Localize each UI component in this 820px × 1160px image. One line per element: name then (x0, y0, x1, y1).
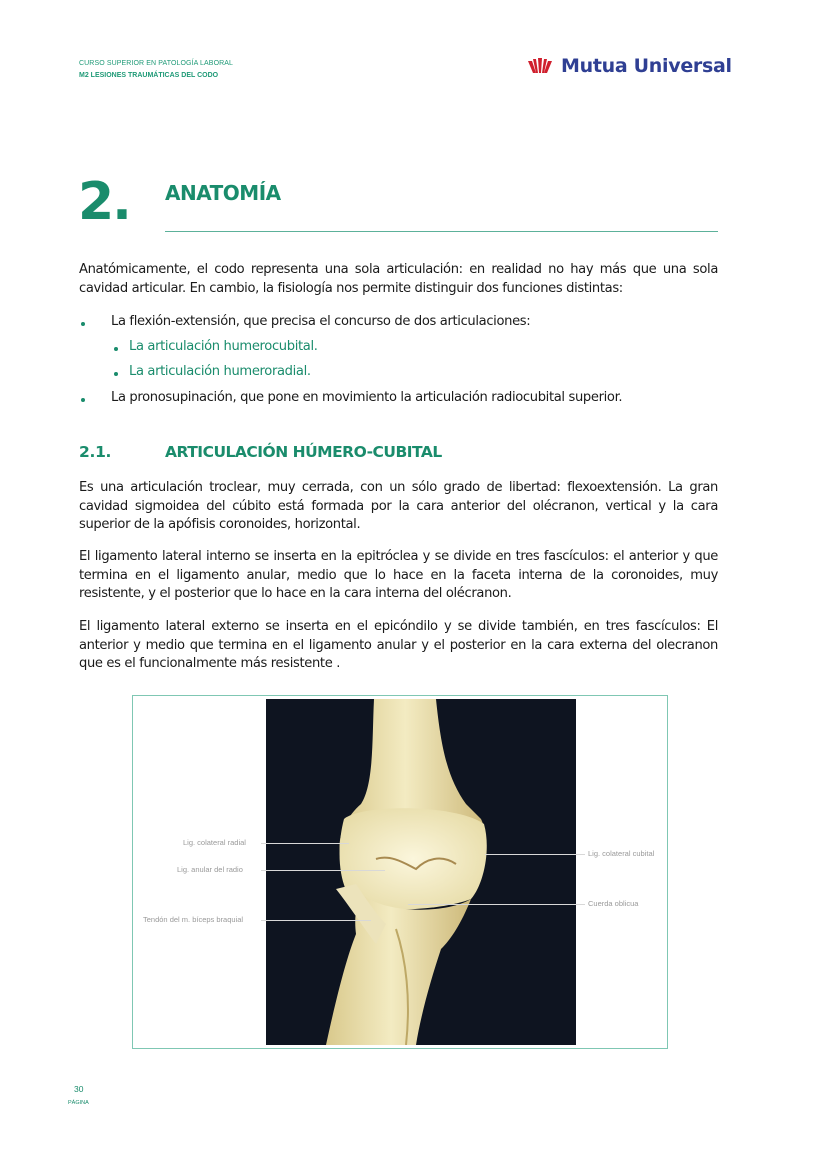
section-paragraph: El ligamento lateral externo se inserta en el epicóndilo y se divide también, en tres fascículos: El anterior y medio que termina en el ligamento anular y el posterior en la cara externa del olecranon que es el funcionalmente más resistente . (79, 619, 718, 671)
bullet-icon (81, 322, 85, 326)
page-label: PÁGINA (68, 1100, 89, 1106)
list-subitem: La articulación humeroradial. (129, 364, 311, 379)
course-title: CURSO SUPERIOR EN PATOLOGÍA LABORAL (79, 60, 234, 67)
brand-name: Mutua Universal (561, 55, 732, 77)
leader-line (261, 920, 371, 921)
module-title: M2 LESIONES TRAUMÁTICAS DEL CODO (79, 72, 219, 79)
chapter-divider (165, 231, 718, 232)
elbow-anatomy-figure (132, 695, 668, 1049)
bullet-icon (114, 347, 118, 351)
bullet-icon (114, 372, 118, 376)
section-number: 2.1. (79, 443, 112, 461)
list-item: La pronosupinación, que pone en movimiento la articulación radiocubital superior. (111, 390, 623, 405)
fan-logo-icon (527, 58, 553, 74)
brand-logo (527, 55, 732, 77)
list-item: La flexión-extensión, que precisa el concurso de dos articulaciones: (111, 314, 531, 329)
label-radial-collateral-ligament: Lig. colateral radial (183, 838, 246, 847)
leader-line (261, 870, 385, 871)
leader-line (261, 843, 349, 844)
running-header (79, 60, 233, 79)
label-biceps-tendon: Tendón del m. bíceps braquial (143, 915, 244, 924)
intro-paragraph: Anatómicamente, el codo representa una sola articulación: en realidad no hay más que una sola cavidad articular. En cambio, la fisiología nos permite distinguir dos funciones distintas: (79, 262, 718, 296)
section-paragraph: El ligamento lateral interno se inserta en la epitróclea y se divide en tres fascículos: el anterior y que termina en el ligamento anular, medio que lo hace en la faceta interna de la coronoides, muy resistente, y el posterior que lo hace en la cara interna del olécranon. (79, 549, 718, 601)
leader-line (408, 904, 585, 905)
page-number: 30 (74, 1084, 84, 1094)
section-title: ARTICULACIÓN HÚMERO-CUBITAL (165, 443, 442, 461)
label-oblique-cord: Cuerda oblicua (588, 899, 639, 908)
chapter-title: ANATOMÍA (165, 181, 281, 205)
elbow-bone-illustration (266, 699, 576, 1045)
list-subitem: La articulación humerocubital. (129, 339, 318, 354)
chapter-number: 2. (78, 172, 130, 232)
label-ulnar-collateral-ligament: Lig. colateral cubital (588, 849, 655, 858)
leader-line (485, 854, 585, 855)
elbow-bone-photo (266, 699, 576, 1045)
label-annular-ligament: Lig. anular del radio (177, 865, 243, 874)
bullet-icon (81, 398, 85, 402)
section-paragraph: Es una articulación troclear, muy cerrada, con un sólo grado de libertad: flexoextensión. La gran cavidad sigmoidea del cúbito está formada por la cara anterior del olécranon, vertical y la cara superior de la apófisis coronoides, horizontal. (79, 480, 718, 532)
